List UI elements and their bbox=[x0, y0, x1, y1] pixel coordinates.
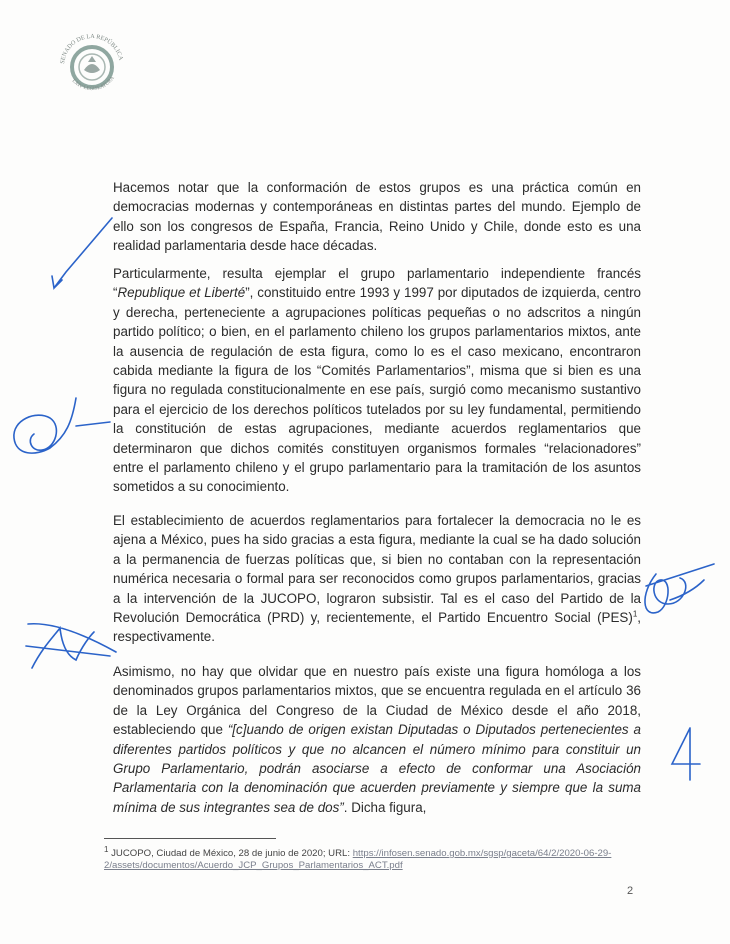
paragraph-2 bbox=[113, 264, 641, 497]
paragraph-2-italic-name: Republique et Liberté bbox=[117, 285, 246, 301]
paragraph-2-part-b: ”, constituido entre 1993 y 1997 por diputados de izquierda, centro y derecha, perteneciente a agrupaciones políticas pequeñas o no adscritos a ningún partido político; o bien, en el parlamento chileno los grupos parlamentarios mixtos, ante la ausencia de regulación de esta figura, como lo es el caso mexicano, encontraron cabida mediante la figura de los “Comités Parlamentarios”, misma que si bien es una figura no regulada constitucionalmente en ese país, surgió como mecanismo sustantivo para el ejercicio de los derechos políticos tutelados por su ley fundamental, permitiendo la constitución de estas agrupaciones, mediante acuerdos reglamentarios que determinaron que dichos comités constituyen organismos formales “relacionadores” entre el parlamento chileno y el grupo parlamentario para la tramitación de los asuntos sometidos a su conocimiento. bbox=[113, 285, 642, 495]
seal-text-bottom: LXIV LEGISLATURA bbox=[70, 75, 116, 93]
paragraph-4-part-a: Asimismo, no hay que olvidar que en nuestro país existe una figura homóloga a los denominados grupos parlamentarios mixtos, que se encuentra regulada en el artículo 36 de la Ley Orgánica del Congreso de la Ciudad de México desde el año 2018, estableciendo que bbox=[113, 664, 641, 738]
paragraph-1-text: Hacemos notar que la conformación de estos grupos es una práctica común en democracias modernas y contemporáneas en distintas partes del mundo. Ejemplo de ello son los congresos de España, Francia, Reino Unido y Chile, donde esto es una realidad parlamentaria desde hace décadas. bbox=[113, 180, 641, 254]
footnote-text: JUCOPO, Ciudad de México, 28 de junio de 2020; URL: bbox=[108, 848, 353, 859]
footnote-marker: 1 bbox=[104, 844, 109, 854]
paragraph-2-text bbox=[113, 264, 641, 497]
paragraph-4-part-b: . Dicha figura, bbox=[343, 799, 427, 815]
page-number: 2 bbox=[627, 885, 634, 897]
paragraph-4-text bbox=[113, 662, 641, 817]
paragraph-3-part-b: , respectivamente. bbox=[113, 610, 641, 645]
handwritten-marks-icon bbox=[20, 606, 120, 676]
seal-text-top: SENADO DE LA REPÚBLICA bbox=[59, 32, 125, 65]
paragraph-4 bbox=[113, 662, 641, 817]
paragraph-2-part-a: Particularmente, resulta ejemplar el grupo parlamentario independiente francés “ bbox=[113, 266, 641, 301]
footnote-reference[interactable]: 1 bbox=[632, 609, 638, 619]
paragraph-3-text bbox=[113, 511, 641, 647]
handwritten-initials-icon bbox=[6, 392, 116, 472]
paragraph-3 bbox=[113, 511, 641, 647]
paragraph-1 bbox=[113, 178, 641, 256]
senate-seal-logo bbox=[50, 22, 134, 106]
footnote bbox=[104, 844, 644, 872]
paragraph-4-italic-quote: “[c]uando de origen existan Diputadas o Diputados pertenecientes a diferentes partidos políticos y que no alcancen el número mínimo para constituir un Grupo Parlamentario, podrán asociarse a efecto de conformar una Asociación Parlamentaria con la denominación que acuerden previamente y siempre que la suma mínima de sus integrantes sea de dos” bbox=[113, 722, 641, 815]
handwritten-signature-icon bbox=[636, 560, 718, 620]
paragraph-3-part-a: El establecimiento de acuerdos reglamentarios para fortalecer la democracia no le es ajena a México, pues ha sido gracias a esta figura, mediante la cual se ha dado solución a la permanencia de fuerzas políticas que, si bien no contaban con la representación numérica necesaria o formal para ser reconocidos como grupos parlamentarios, gracias a la intervención de la JUCOPO, lograron subsistir. Tal es el caso del Partido de la Revolución Democrática (PRD) y, recientemente, el Partido Encuentro Social (PES) bbox=[113, 513, 641, 626]
handwritten-number-four-icon bbox=[668, 724, 704, 784]
mexican-senate-seal-icon bbox=[50, 22, 134, 106]
footnote-url-link[interactable]: https://infosen.senado.gob.mx/sgsp/gaceta/64/2/2020-06-29-2/assets/documentos/Acuerdo_JCP_Grupos_Parlamentarios_ACT.pdf bbox=[104, 848, 612, 871]
handwritten-check-mark-icon bbox=[40, 210, 120, 300]
footnote-divider bbox=[104, 838, 276, 839]
